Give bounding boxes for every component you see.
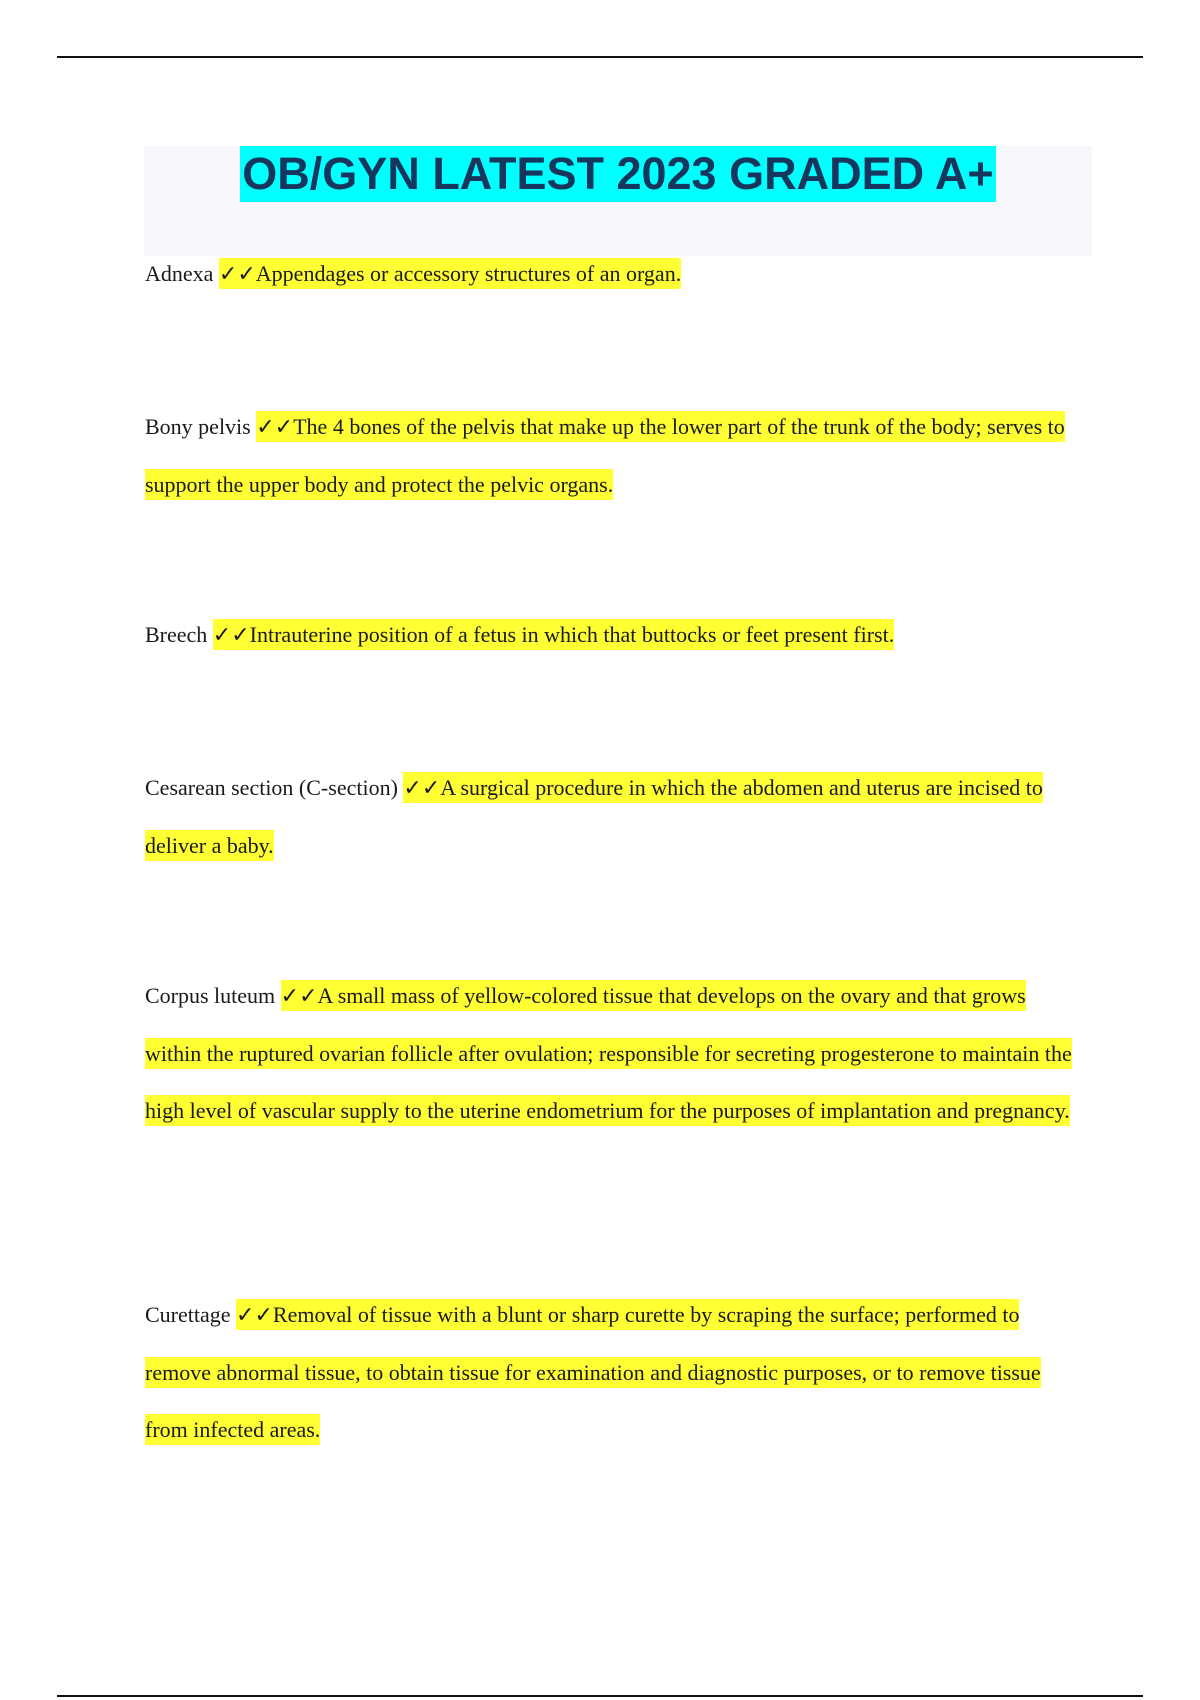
entry-definition: A small mass of yellow-colored tissue that develops on the ovary and that grows within the ruptured ovarian follicle after ovulation; responsible for secreting progesterone to maintain the high level of vascular supply to the uterine endometrium for the purposes of implantation and pregnancy.	[145, 983, 1072, 1123]
entry-term: Breech	[145, 622, 208, 647]
double-check-icon: ✓✓	[280, 984, 318, 1009]
entry-definition: Intrauterine position of a fetus in which that buttocks or feet present first.	[249, 622, 895, 647]
entry-term: Bony pelvis	[145, 414, 251, 439]
glossary-entry-curettage	[145, 1286, 1085, 1458]
entry-term: Corpus luteum	[145, 983, 276, 1008]
entry-definition: A surgical procedure in which the abdomen and uterus are incised to deliver a baby.	[145, 775, 1043, 858]
bottom-rule	[57, 1695, 1143, 1697]
glossary-entry-breech	[145, 606, 1085, 664]
glossary-entry-cesarean-section	[145, 759, 1085, 874]
entry-definition: Removal of tissue with a blunt or sharp curette by scraping the surface; performed to remove abnormal tissue, to obtain tissue for examination and diagnostic purposes, or to remove tissue from infected areas.	[145, 1302, 1041, 1442]
entry-term: Adnexa	[145, 261, 214, 286]
double-check-icon: ✓✓	[403, 776, 441, 801]
glossary-entry-bony-pelvis	[145, 398, 1085, 513]
entry-definition: The 4 bones of the pelvis that make up the lower part of the trunk of the body; serves to support the upper body and protect the pelvic organs.	[145, 414, 1065, 497]
double-check-icon: ✓✓	[256, 415, 294, 440]
title-container	[144, 146, 1092, 202]
glossary-entry-corpus-luteum	[145, 967, 1085, 1139]
double-check-icon: ✓✓	[212, 623, 250, 648]
double-check-icon: ✓✓	[236, 1303, 273, 1328]
glossary-entry-adnexa	[145, 245, 1085, 303]
page-title: OB/GYN LATEST 2023 GRADED A+	[240, 146, 995, 202]
entry-term: Cesarean section (C-section)	[145, 775, 398, 800]
entry-term: Curettage	[145, 1302, 231, 1327]
top-rule	[57, 56, 1143, 58]
double-check-icon: ✓✓	[218, 262, 256, 287]
entry-definition: Appendages or accessory structures of an organ.	[255, 261, 682, 286]
